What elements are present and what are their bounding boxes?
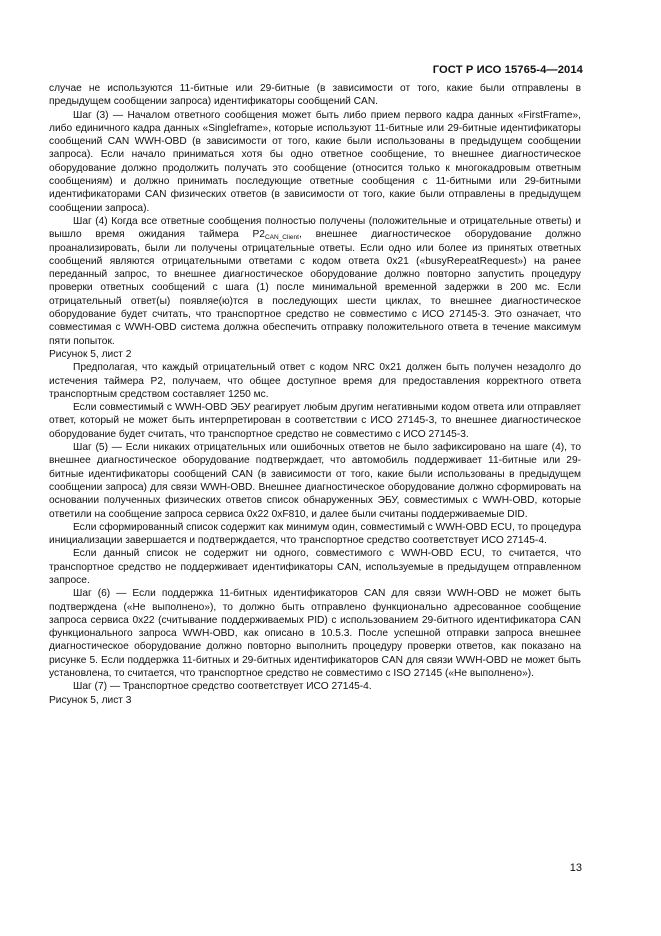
paragraph: случае не используются 11-битные или 29-битные (в зависимости от того, какие были отправлены в предыдущем сообщении запроса) идентификаторы сообщений CAN. bbox=[49, 83, 581, 108]
paragraph-step-7: Шаг (7) — Транспортное средство соответствует ИСО 27145-4. bbox=[73, 681, 372, 693]
timer-subscript: CAN_Client bbox=[264, 234, 299, 242]
paragraph-step-4 bbox=[49, 215, 581, 348]
paragraph: Предполагая, что каждый отрицательный ответ с кодом NRC 0x21 должен быть получен незадолго до истечения таймера P2, получаем, что общее доступное время для предоставления корректного ответа транспортным средством составляет 1250 мс. bbox=[49, 362, 581, 400]
figure-caption-sheet-3: Рисунок 5, лист 3 bbox=[49, 694, 132, 706]
paragraph: Если совместимый с WWH-OBD ЭБУ реагирует любым другим негативными кодом ответа или отправляет ответ, который не может быть интерпретирован в соответствии с ИСО 27145-3, то внешнее диагностическое оборудование будет считать, что транспортное средство не совместимо с ИСО 27145-3. bbox=[49, 402, 581, 440]
paragraph: Если сформированный список содержит как минимум один, совместимый с WWH-OBD ECU, то процедура инициализации завершается и подтверждается, что транспортное средство соответствует ИСО 27145-4. bbox=[49, 521, 581, 547]
step-4-text-start: Шаг (4) Когда все ответные сообщения полностью получены (положительные и отрицательные ответы) и вышло время ожидания таймера P2 bbox=[49, 215, 581, 241]
document-header: ГОСТ Р ИСО 15765-4—2014 bbox=[432, 64, 583, 76]
paragraph-step-6: Шаг (6) — Если поддержка 11-битных идентификаторов CAN для связи WWH-OBD не может быть подтверждена («Не выполнено»), то должно быть отправлено функционально адресованное сообщение запроса сервиса 0x22 (считывание поддерживаемых PID) с использованием 29-битного идентификатора CAN функционального запроса WWH-OBD, как описано в 10.5.3. После успешной отправки запроса внешнее диагностическое оборудование должно повторно выполнить процедуру проверки ответов, как показано на рисунке 5. Если поддержка 11-битных и 29-битных идентификаторов CAN для связи WWH-OBD не может быть установлена, то считается, что транспортное средство не совместимо с ISO 27145 («Не выполнено»). bbox=[49, 588, 581, 680]
page-number: 13 bbox=[569, 862, 582, 874]
paragraph-step-5: Шаг (5) — Если никаких отрицательных или ошибочных ответов не было зафиксировано на шаге (4), то внешнее диагностическое оборудование подтверждает, что автомобиль поддерживает 11-битные или 29-битные идентификаторы сообщений CAN (в зависимости от того, какие были использованы в предыдущем сообщении запроса) для связи WWH-OBD. Внешнее диагностическое оборудование должно сформировать на основании полученных физических ответов список обнаруженных ЭБУ, совместимых с WWH-OBD, которые ответили на сообщение запроса сервиса 0x22 0xF810, и далее были считаны поддерживаемые DID. bbox=[49, 442, 581, 520]
step-4-text-end: , внешнее диагностическое оборудование должно проанализировать, были ли получены отрицательные ответы. Если одно или более из принятых ответных сообщений являются отрицательными ответами с кодом ответа 0x21 («busyRepeatRequest») на ранее переданный запрос, то внешнее диагностическое оборудование должно повторно запустить процедуру проверки ответных сообщений с шага (1) после минимальной временной задержки в 200 мс. Если отрицательный ответ(ы) появляе(ю)тся в последующих шести циклах, то внешнее диагностическое оборудование будет считать, что транспортное средство не совместимо с ИСО 27145-3. Это означает, что совместимая с WWH-OBD система должна обеспечить отправку положительного ответа в течение максимум пяти попыток. bbox=[49, 229, 581, 347]
paragraph: Если данный список не содержит ни одного, совместимого с WWH-OBD ECU, то считается, что транспортное средство не поддерживает идентификаторы CAN, используемые в предыдущем отправленном запросе. bbox=[49, 548, 581, 586]
paragraph-step-3: Шаг (3) — Началом ответного сообщения может быть либо прием первого кадра данных «FirstFrame», либо единичного кадра данных «Singleframe», которые используют 11-битные или 29-битные идентификаторы сообщений CAN WWH-OBD (в зависимости от того, какие были использованы в предыдущем сообщении запроса). Если начало приниматься хотя бы одно ответное сообщение, то внешнее диагностическое оборудование должно продолжить получать это сообщение (относится только к многокадровым ответным сообщениям) и должно принимать последующие ответные сообщения с 11-битными или 29-битными идентификаторами CAN физических ответов (в зависимости от того, какие были отправлены в предыдущем сообщении запроса). bbox=[49, 109, 581, 214]
figure-caption-sheet-2: Рисунок 5, лист 2 bbox=[49, 348, 132, 360]
page-body bbox=[49, 82, 581, 707]
